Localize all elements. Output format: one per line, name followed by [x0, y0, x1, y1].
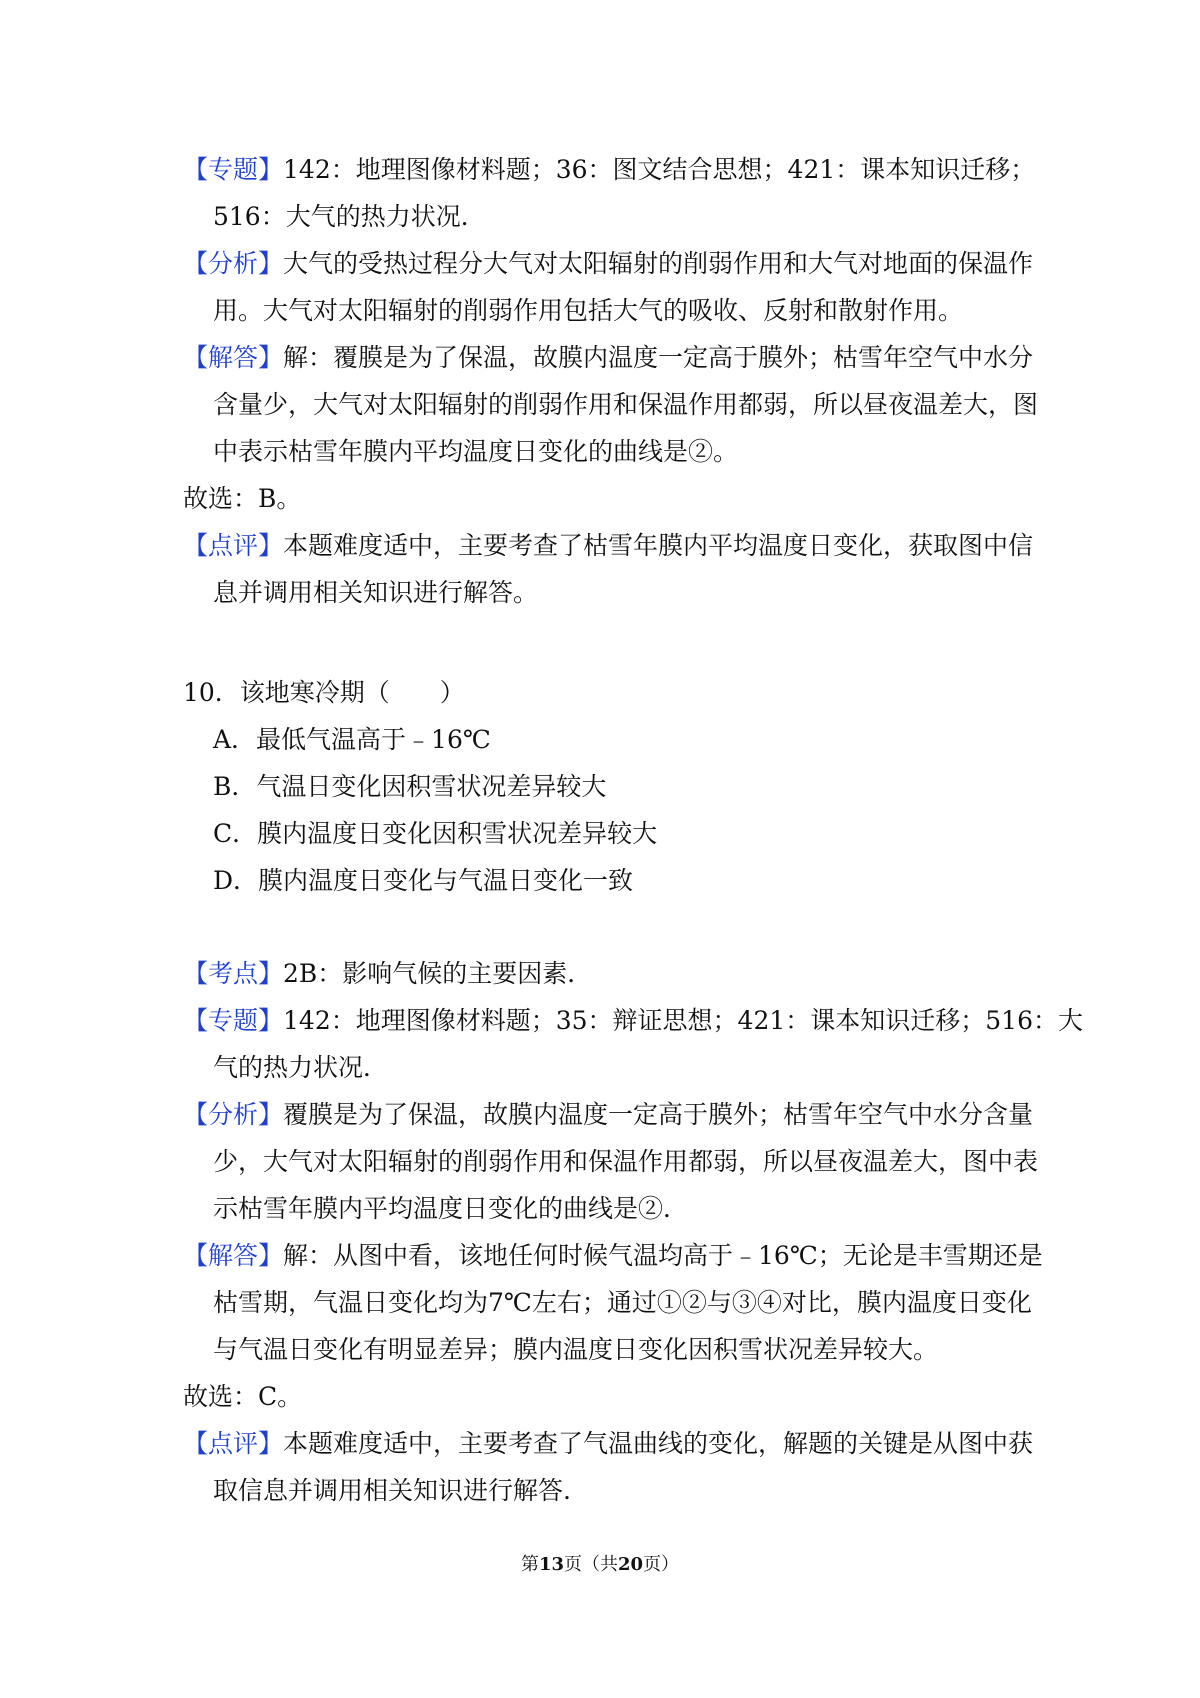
- page-number: 13: [538, 1554, 564, 1575]
- jieda-tag: 【解答】: [183, 1241, 284, 1270]
- fenxi-tag: 【分析】: [183, 1100, 284, 1129]
- jieda-line-3: 与气温日变化有明显差异；膜内温度日变化因积雪状况差异较大。: [213, 1335, 939, 1364]
- question-10: [183, 669, 1028, 904]
- jieda-line-2: 含量少，大气对太阳辐射的削弱作用和保温作用都弱，所以昼夜温差大，图: [213, 390, 1039, 419]
- kaodian-tag: 【考点】: [183, 959, 284, 988]
- jieda-tag: 【解答】: [183, 343, 284, 372]
- zhuanti-line-1: 【专题】142：地理图像材料题；35：辩证思想；421：课本知识迁移；516：大: [183, 1006, 1083, 1035]
- page-total: 20: [618, 1554, 644, 1575]
- answer-section-q9: [183, 146, 1039, 616]
- jieda-line-2: 枯雪期，气温日变化均为7℃左右；通过①②与③④对比，膜内温度日变化: [213, 1288, 1032, 1317]
- guxuan-line: 故选：B。: [183, 484, 302, 513]
- fenxi-line-2: 少，大气对太阳辐射的削弱作用和保温作用都弱，所以昼夜温差大，图中表: [213, 1147, 1039, 1176]
- question-stem: 10．该地寒冷期（ ）: [183, 678, 465, 707]
- page-footer: 第13页（共20页）: [520, 1554, 680, 1575]
- fenxi-line-1: 【分析】覆膜是为了保温，故膜内温度一定高于膜外；枯雪年空气中水分含量: [183, 1100, 1034, 1129]
- zhuanti-line-1: 【专题】142：地理图像材料题；36：图文结合思想；421：课本知识迁移；: [183, 155, 1036, 184]
- zhuanti-tag: 【专题】: [183, 1006, 284, 1035]
- option-d: D．膜内温度日变化与气温日变化一致: [213, 866, 634, 895]
- fenxi-line-1: 【分析】大气的受热过程分大气对太阳辐射的削弱作用和大气对地面的保温作: [183, 249, 1034, 278]
- dianping-line-2: 息并调用相关知识进行解答。: [213, 578, 539, 607]
- guxuan-line: 故选：C。: [183, 1382, 303, 1411]
- fenxi-line-2: 用。大气对太阳辐射的削弱作用包括大气的吸收、反射和散射作用。: [213, 296, 964, 325]
- option-a: A．最低气温高于﹣16℃: [213, 725, 491, 754]
- option-c: C．膜内温度日变化因积雪状况差异较大: [213, 819, 658, 848]
- jieda-line-3: 中表示枯雪年膜内平均温度日变化的曲线是②。: [213, 437, 739, 466]
- jieda-line-1: 【解答】解：从图中看，该地任何时候气温均高于﹣16℃；无论是丰雪期还是: [183, 1241, 1043, 1270]
- jieda-line-1: 【解答】解：覆膜是为了保温，故膜内温度一定高于膜外；枯雪年空气中水分: [183, 343, 1034, 372]
- dianping-line-1: 【点评】本题难度适中，主要考查了气温曲线的变化，解题的关键是从图中获: [183, 1429, 1034, 1458]
- dianping-line-1: 【点评】本题难度适中，主要考查了枯雪年膜内平均温度日变化，获取图中信: [183, 531, 1034, 560]
- fenxi-line-3: 示枯雪年膜内平均温度日变化的曲线是②．: [213, 1194, 689, 1223]
- dianping-tag: 【点评】: [183, 531, 284, 560]
- zhuanti-tag: 【专题】: [183, 155, 284, 184]
- dianping-line-2: 取信息并调用相关知识进行解答.: [213, 1476, 571, 1505]
- zhuanti-line-2: 516：大气的热力状况．: [213, 202, 486, 231]
- option-b: B．气温日变化因积雪状况差异较大: [213, 772, 607, 801]
- fenxi-tag: 【分析】: [183, 249, 284, 278]
- dianping-tag: 【点评】: [183, 1429, 284, 1458]
- zhuanti-line-2: 气的热力状况．: [213, 1053, 389, 1082]
- answer-section-q10: [183, 950, 1083, 1514]
- kaodian-line-1: 【考点】2B：影响气候的主要因素．: [183, 959, 593, 988]
